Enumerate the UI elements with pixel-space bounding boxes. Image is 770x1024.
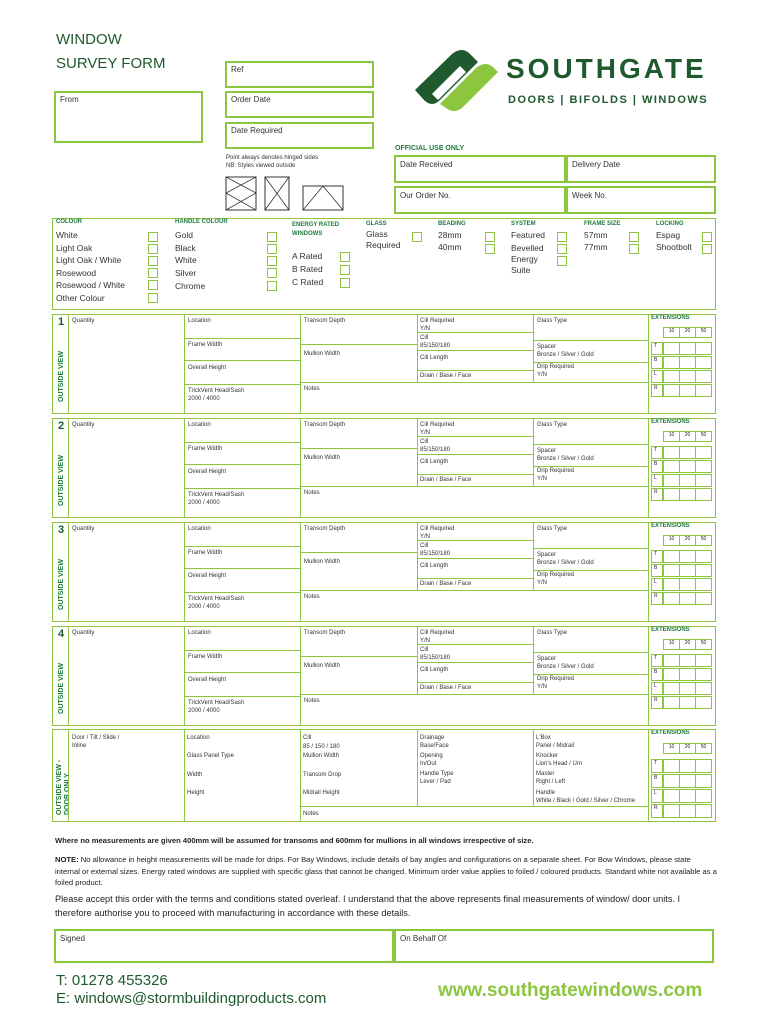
spacer-values-3: Bronze / Silver / Gold — [537, 560, 594, 566]
spacer-label-1: Spacer — [537, 344, 557, 350]
door-ext-header-1: 20 — [679, 743, 696, 754]
colour-light-oak-checkbox[interactable] — [148, 244, 158, 254]
window-section-3 — [52, 522, 716, 622]
overall-height-label-2: Overall Height — [188, 469, 227, 475]
hinge-styles-icon — [225, 176, 345, 212]
ext-header-4-1: 20 — [679, 639, 696, 650]
location-label-1: Location — [188, 318, 211, 324]
from-field[interactable]: From — [54, 91, 203, 143]
order-date-field[interactable]: Order Date — [225, 91, 374, 118]
locking-title: LOCKING — [656, 221, 684, 227]
ext-input-1-2-0[interactable] — [663, 370, 680, 383]
trickvent-values-3: 2000 / 4000 — [188, 604, 220, 610]
ext-input-4-1-0[interactable] — [663, 668, 680, 681]
mullion-label-1: Mullion Width — [304, 351, 341, 357]
ext-row-2-1: B — [651, 460, 663, 473]
extensions-title-2: EXTENSIONS — [651, 419, 690, 425]
beading-40: 40mm — [438, 242, 462, 252]
handle-chrome-checkbox[interactable] — [267, 281, 277, 291]
notes-label-4: Notes — [304, 698, 320, 704]
measure-note: Where no measurements are given 400mm will be assumed for transoms and 600mm for mullions in all windows irrespective of size. — [55, 836, 534, 845]
ext-input-1-1-0[interactable] — [663, 356, 680, 369]
hinge-note-2: NB: Styles viewed outside — [226, 163, 296, 169]
drain-label-1: Drain / Base / Face — [420, 373, 472, 379]
quantity-label-1: Quantity — [72, 318, 95, 324]
colour-light-oak: Light Oak — [56, 243, 93, 253]
door-ext-row-1: B — [651, 774, 663, 788]
ext-input-2-0-1[interactable] — [679, 446, 696, 459]
ext-row-1-0: T — [651, 342, 663, 355]
quantity-label-4: Quantity — [72, 630, 95, 636]
cill-label-4: Cill — [420, 647, 429, 653]
window-section-1 — [52, 314, 716, 414]
ext-input-1-2-2[interactable] — [695, 370, 712, 383]
colour-rosewood-white-checkbox[interactable] — [148, 280, 158, 290]
trickvent-values-2: 2000 / 4000 — [188, 500, 220, 506]
quantity-label-3: Quantity — [72, 526, 95, 532]
spacer-values-2: Bronze / Silver / Gold — [537, 456, 594, 462]
colour-white: White — [56, 230, 78, 240]
ext-header-3-2: 50 — [695, 535, 712, 546]
cill-values-3: 85/150/180 — [420, 551, 451, 557]
ext-header-2-0: 10 — [663, 431, 680, 442]
form-title-line2: SURVEY FORM — [56, 55, 166, 72]
ext-row-3-1: B — [651, 564, 663, 577]
handle-chrome: Chrome — [175, 281, 206, 291]
ext-input-2-0-0[interactable] — [663, 446, 680, 459]
ext-input-4-0-1[interactable] — [679, 654, 696, 667]
door-master-values: Right / Left — [536, 779, 566, 785]
drip-label-1: Drip Required — [537, 364, 575, 370]
section-number-2: 2 — [58, 420, 65, 432]
energy-title: ENERGY RATED WINDOWS — [292, 222, 340, 237]
week-no-field[interactable]: Week No. — [566, 186, 716, 214]
email[interactable]: E: windows@stormbuildingproducts.com — [56, 990, 327, 1007]
cill-yn-1: Y/N — [420, 326, 431, 332]
locking-shootbolt: Shootbolt — [656, 242, 692, 252]
ext-input-2-1-1[interactable] — [679, 460, 696, 473]
energy-a-checkbox[interactable] — [340, 252, 350, 262]
frame-77-checkbox[interactable] — [629, 244, 639, 254]
door-ext-header-2: 50 — [695, 743, 712, 754]
ext-header-3-0: 10 — [663, 535, 680, 546]
locking-espag-checkbox[interactable] — [702, 232, 712, 242]
trickvent-label-3: TrickVent Head/Sash — [188, 596, 245, 602]
frame-57: 57mm — [584, 230, 608, 240]
date-received-field[interactable]: Date Received — [394, 155, 566, 183]
ext-input-2-0-2[interactable] — [695, 446, 712, 459]
cill-length-label-2: Cill Length — [420, 459, 449, 465]
door-drainage-label: Drainage — [420, 735, 445, 741]
cill-required-label-2: Cill Required — [420, 422, 455, 428]
system-energy-checkbox[interactable] — [557, 256, 567, 266]
door-width-label: Width — [187, 772, 203, 778]
handle-gold-checkbox[interactable] — [267, 232, 277, 242]
spacer-values-1: Bronze / Silver / Gold — [537, 352, 594, 358]
transom-label-4: Transom Depth — [304, 630, 346, 636]
frame-width-label-3: Frame Width — [188, 550, 223, 556]
ext-input-1-1-1[interactable] — [679, 356, 696, 369]
trickvent-label-1: TrickVent Head/Sash — [188, 388, 245, 394]
trickvent-values-1: 2000 / 4000 — [188, 396, 220, 402]
transom-label-3: Transom Depth — [304, 526, 346, 532]
ext-input-4-3-1[interactable] — [679, 696, 696, 709]
door-glass-panel-label: Glass Panel Type — [187, 753, 234, 759]
notes-label-2: Notes — [304, 490, 320, 496]
note-label: NOTE: — [55, 855, 79, 864]
system-featured-checkbox[interactable] — [557, 232, 567, 242]
ext-row-1-3: R — [651, 384, 663, 397]
drain-label-2: Drain / Base / Face — [420, 477, 472, 483]
ext-input-4-2-1[interactable] — [679, 682, 696, 695]
drain-label-4: Drain / Base / Face — [420, 685, 472, 691]
quantity-label-2: Quantity — [72, 422, 95, 428]
ext-row-3-2: L — [651, 578, 663, 591]
section-number-4: 4 — [58, 628, 65, 640]
ext-row-2-2: L — [651, 474, 663, 487]
ext-input-4-1-2[interactable] — [695, 668, 712, 681]
notes-label-1: Notes — [304, 386, 320, 392]
handle-title: HANDLE COLOUR — [175, 219, 228, 225]
cill-label-2: Cill — [420, 439, 429, 445]
location-label-3: Location — [188, 526, 211, 532]
cill-values-2: 85/150/180 — [420, 447, 451, 453]
energy-c-checkbox[interactable] — [340, 278, 350, 288]
ext-input-2-3-0[interactable] — [663, 488, 680, 501]
energy-a: A Rated — [292, 251, 323, 261]
ext-input-3-2-0[interactable] — [663, 578, 680, 591]
ext-row-1-2: L — [651, 370, 663, 383]
frame-width-label-4: Frame Width — [188, 654, 223, 660]
handle-silver-checkbox[interactable] — [267, 268, 277, 278]
southgate-logo-icon — [410, 46, 500, 112]
ext-input-4-0-2[interactable] — [695, 654, 712, 667]
ext-input-1-3-1[interactable] — [679, 384, 696, 397]
door-lbox-label: L'Box — [536, 735, 551, 741]
ext-header-2-1: 20 — [679, 431, 696, 442]
cill-label-3: Cill — [420, 543, 429, 549]
colour-white-checkbox[interactable] — [148, 232, 158, 242]
drip-yn-2: Y/N — [537, 476, 548, 482]
overall-height-label-1: Overall Height — [188, 365, 227, 371]
window-section-4 — [52, 626, 716, 726]
ext-input-3-0-0[interactable] — [663, 550, 680, 563]
ext-input-1-2-1[interactable] — [679, 370, 696, 383]
location-label-2: Location — [188, 422, 211, 428]
door-knocker-label: Knocker — [536, 753, 559, 759]
note-text: No allowance in height measurements will be made for drips. For Bay Windows, include details of bay angles and configurations on a separate sheet. For Bow Windows, please state internal or external sizes. Energy rated windows are supplied with specific glass that cannot be changed. Minimum order value applies to foiled / coloured products. Standard white not available as a foiled product. — [55, 855, 717, 887]
system-bevelled-checkbox[interactable] — [557, 244, 567, 254]
ext-row-1-1: B — [651, 356, 663, 369]
drip-label-2: Drip Required — [537, 468, 575, 474]
ext-input-2-3-2[interactable] — [695, 488, 712, 501]
ext-input-3-3-1[interactable] — [679, 592, 696, 605]
ext-header-1-1: 20 — [679, 327, 696, 338]
ext-row-3-3: R — [651, 592, 663, 605]
colour-light-oak-white: Light Oak / White — [56, 255, 122, 265]
cill-yn-4: Y/N — [420, 638, 431, 644]
cill-required-label-3: Cill Required — [420, 526, 455, 532]
ext-row-4-0: T — [651, 654, 663, 667]
ext-input-4-0-0[interactable] — [663, 654, 680, 667]
ext-input-4-3-2[interactable] — [695, 696, 712, 709]
extensions-title-1: EXTENSIONS — [651, 315, 690, 321]
door-type-label: Door / Tilt / Slide / Inline — [72, 735, 120, 749]
official-use-label: OFFICIAL USE ONLY — [395, 145, 465, 152]
form-title-line1: WINDOW — [56, 31, 122, 48]
ext-row-4-3: R — [651, 696, 663, 709]
ext-input-2-1-2[interactable] — [695, 460, 712, 473]
mullion-label-4: Mullion Width — [304, 663, 341, 669]
colour-rosewood-white: Rosewood / White — [56, 280, 125, 290]
frame-title: FRAME SIZE — [584, 221, 621, 227]
glass-type-label-1: Glass Type — [537, 318, 567, 324]
ext-input-3-3-2[interactable] — [695, 592, 712, 605]
cill-values-4: 85/150/180 — [420, 655, 451, 661]
logo-name: SOUTHGATE — [506, 53, 707, 84]
handle-black-checkbox[interactable] — [267, 244, 277, 254]
ext-input-1-0-0[interactable] — [663, 342, 680, 355]
door-opening-label: Opening — [420, 753, 443, 759]
ext-input-3-0-1[interactable] — [679, 550, 696, 563]
window-section-2 — [52, 418, 716, 518]
ext-input-2-2-0[interactable] — [663, 474, 680, 487]
glass-title: GLASS — [366, 221, 387, 227]
frame-57-checkbox[interactable] — [629, 232, 639, 242]
energy-b: B Rated — [292, 264, 323, 274]
outside-view-label-2: OUTSIDE VIEW — [58, 455, 65, 506]
colour-light-oak-white-checkbox[interactable] — [148, 256, 158, 266]
energy-c: C Rated — [292, 277, 324, 287]
door-ext-row-0: T — [651, 759, 663, 773]
colour-other-checkbox[interactable] — [148, 293, 158, 303]
ext-header-4-0: 10 — [663, 639, 680, 650]
ext-header-1-0: 10 — [663, 327, 680, 338]
door-knocker-values: Lion's Head / Urn — [536, 761, 583, 767]
door-opening-values: In/Out — [420, 761, 437, 767]
handle-silver: Silver — [175, 268, 197, 278]
ext-input-2-2-2[interactable] — [695, 474, 712, 487]
ext-row-2-3: R — [651, 488, 663, 501]
ref-field[interactable]: Ref — [225, 61, 374, 88]
outside-view-label-3: OUTSIDE VIEW — [58, 559, 65, 610]
ext-input-1-3-0[interactable] — [663, 384, 680, 397]
cill-required-label-1: Cill Required — [420, 318, 455, 324]
hinge-note-1: Point always denotes hinged sides — [226, 155, 319, 161]
phone: T: 01278 455326 — [56, 972, 168, 989]
ext-input-3-2-2[interactable] — [695, 578, 712, 591]
spacer-values-4: Bronze / Silver / Gold — [537, 664, 594, 670]
handle-white-checkbox[interactable] — [267, 256, 277, 266]
drip-label-4: Drip Required — [537, 676, 575, 682]
colour-rosewood-checkbox[interactable] — [148, 268, 158, 278]
cill-length-label-3: Cill Length — [420, 563, 449, 569]
ext-row-4-1: B — [651, 668, 663, 681]
spacer-label-2: Spacer — [537, 448, 557, 454]
ext-row-2-0: T — [651, 446, 663, 459]
section-number-1: 1 — [58, 316, 65, 328]
beading-title: BEADING — [438, 221, 466, 227]
cill-yn-2: Y/N — [420, 430, 431, 436]
outside-view-label-1: OUTSIDE VIEW — [58, 351, 65, 402]
signed-field[interactable]: Signed — [54, 929, 394, 963]
website-link[interactable]: www.southgatewindows.com — [438, 980, 703, 1001]
door-handle-type-label: Handle Type — [420, 771, 454, 777]
cill-length-label-1: Cill Length — [420, 355, 449, 361]
locking-shootbolt-checkbox[interactable] — [702, 244, 712, 254]
ext-input-2-1-0[interactable] — [663, 460, 680, 473]
door-section — [52, 729, 716, 822]
ext-input-3-1-0[interactable] — [663, 564, 680, 577]
overall-height-label-3: Overall Height — [188, 573, 227, 579]
ext-input-1-3-2[interactable] — [695, 384, 712, 397]
door-ext-header-0: 10 — [663, 743, 680, 754]
mullion-label-3: Mullion Width — [304, 559, 341, 565]
glass-required-checkbox[interactable] — [412, 232, 422, 242]
glass-required: Glass Required — [366, 229, 401, 250]
door-handle-label: Handle — [536, 790, 556, 796]
on-behalf-field[interactable]: On Behalf Of — [394, 929, 714, 963]
door-notes-label: Notes — [303, 811, 319, 817]
system-title: SYSTEM — [511, 221, 536, 227]
accept-text: Please accept this order with the terms and conditions stated overleaf. I understand that the above represents final measurements of window/ door units. I therefore authorise you to proceed with manufacturing in accordance with these details. — [55, 894, 681, 918]
drip-yn-1: Y/N — [537, 372, 548, 378]
glass-type-label-4: Glass Type — [537, 630, 567, 636]
door-handle-colours: White / Black / Gold / Silver / Chrome — [536, 798, 636, 804]
colour-other: Other Colour — [56, 293, 105, 303]
ext-input-4-3-0[interactable] — [663, 696, 680, 709]
ext-input-1-1-2[interactable] — [695, 356, 712, 369]
drip-label-3: Drip Required — [537, 572, 575, 578]
notes-label-3: Notes — [304, 594, 320, 600]
door-ext-row-3: R — [651, 804, 663, 818]
glass-type-label-3: Glass Type — [537, 526, 567, 532]
cill-yn-3: Y/N — [420, 534, 431, 540]
locking-espag: Espag — [656, 230, 681, 240]
door-transom-label: Transom Drop — [303, 772, 342, 778]
handle-white: White — [175, 255, 197, 265]
ext-input-3-1-1[interactable] — [679, 564, 696, 577]
trickvent-values-4: 2000 / 4000 — [188, 708, 220, 714]
ext-input-3-3-0[interactable] — [663, 592, 680, 605]
section-number-3: 3 — [58, 524, 65, 536]
frame-77: 77mm — [584, 242, 608, 252]
mullion-label-2: Mullion Width — [304, 455, 341, 461]
overall-height-label-4: Overall Height — [188, 677, 227, 683]
ext-input-4-2-0[interactable] — [663, 682, 680, 695]
ext-header-4-2: 50 — [695, 639, 712, 650]
colour-title: COLOUR — [56, 219, 82, 225]
door-cill-values: 85 / 150 / 180 — [303, 744, 340, 750]
ext-row-3-0: T — [651, 550, 663, 563]
ext-header-3-1: 20 — [679, 535, 696, 546]
ext-input-2-3-1[interactable] — [679, 488, 696, 501]
door-height-label: Height — [187, 790, 205, 796]
delivery-date-field[interactable]: Delivery Date — [566, 155, 716, 183]
door-master-label: Master — [536, 771, 555, 777]
ext-input-3-0-2[interactable] — [695, 550, 712, 563]
transom-label-2: Transom Depth — [304, 422, 346, 428]
frame-width-label-2: Frame Width — [188, 446, 223, 452]
ext-input-2-2-1[interactable] — [679, 474, 696, 487]
ext-input-3-2-1[interactable] — [679, 578, 696, 591]
door-midrail-label: Midrail Height — [303, 790, 340, 796]
spacer-label-4: Spacer — [537, 656, 557, 662]
glass-type-label-2: Glass Type — [537, 422, 567, 428]
beading-40-checkbox[interactable] — [485, 244, 495, 254]
frame-width-label-1: Frame Width — [188, 342, 223, 348]
colour-rosewood: Rosewood — [56, 268, 97, 278]
drain-label-3: Drain / Base / Face — [420, 581, 472, 587]
ext-input-3-1-2[interactable] — [695, 564, 712, 577]
handle-gold: Gold — [175, 230, 193, 240]
cill-values-1: 85/150/180 — [420, 343, 451, 349]
energy-b-checkbox[interactable] — [340, 265, 350, 275]
door-mullion-label: Mullion Width — [303, 753, 340, 759]
cill-required-label-4: Cill Required — [420, 630, 455, 636]
system-energy: Energy Suite — [511, 254, 538, 275]
door-extensions-title: EXTENSIONS — [651, 730, 690, 736]
spacer-label-3: Spacer — [537, 552, 557, 558]
door-cill-label: Cill — [303, 735, 312, 741]
beading-28: 28mm — [438, 230, 462, 240]
trickvent-label-2: TrickVent Head/Sash — [188, 492, 245, 498]
door-handle-type-values: Lever / Pad — [420, 779, 451, 785]
date-required-field[interactable]: Date Required — [225, 122, 374, 149]
door-location-label: Location — [187, 735, 210, 741]
ext-input-4-1-1[interactable] — [679, 668, 696, 681]
door-outside-view-label: OUTSIDE VIEW - DOOR ONLY — [56, 759, 71, 815]
ext-input-4-2-2[interactable] — [695, 682, 712, 695]
ext-input-1-0-2[interactable] — [695, 342, 712, 355]
location-label-4: Location — [188, 630, 211, 636]
trickvent-label-4: TrickVent Head/Sash — [188, 700, 245, 706]
extensions-title-4: EXTENSIONS — [651, 627, 690, 633]
system-featured: Featured — [511, 230, 546, 240]
transom-label-1: Transom Depth — [304, 318, 346, 324]
system-bevelled: Bevelled — [511, 243, 544, 253]
drip-yn-3: Y/N — [537, 580, 548, 586]
door-ext-row-2: L — [651, 789, 663, 803]
door-drainage-values: Base/Face — [420, 743, 449, 749]
beading-28-checkbox[interactable] — [485, 232, 495, 242]
ext-input-1-0-1[interactable] — [679, 342, 696, 355]
our-order-no-field[interactable]: Our Order No. — [394, 186, 566, 214]
drip-yn-4: Y/N — [537, 684, 548, 690]
cill-label-1: Cill — [420, 335, 429, 341]
ext-header-2-2: 50 — [695, 431, 712, 442]
outside-view-label-4: OUTSIDE VIEW — [58, 663, 65, 714]
ext-row-4-2: L — [651, 682, 663, 695]
door-lbox-values: Panel / Midrail — [536, 743, 575, 749]
cill-length-label-4: Cill Length — [420, 667, 449, 673]
logo-tagline: DOORS | BIFOLDS | WINDOWS — [508, 94, 709, 106]
extensions-title-3: EXTENSIONS — [651, 523, 690, 529]
handle-black: Black — [175, 243, 196, 253]
ext-header-1-2: 50 — [695, 327, 712, 338]
